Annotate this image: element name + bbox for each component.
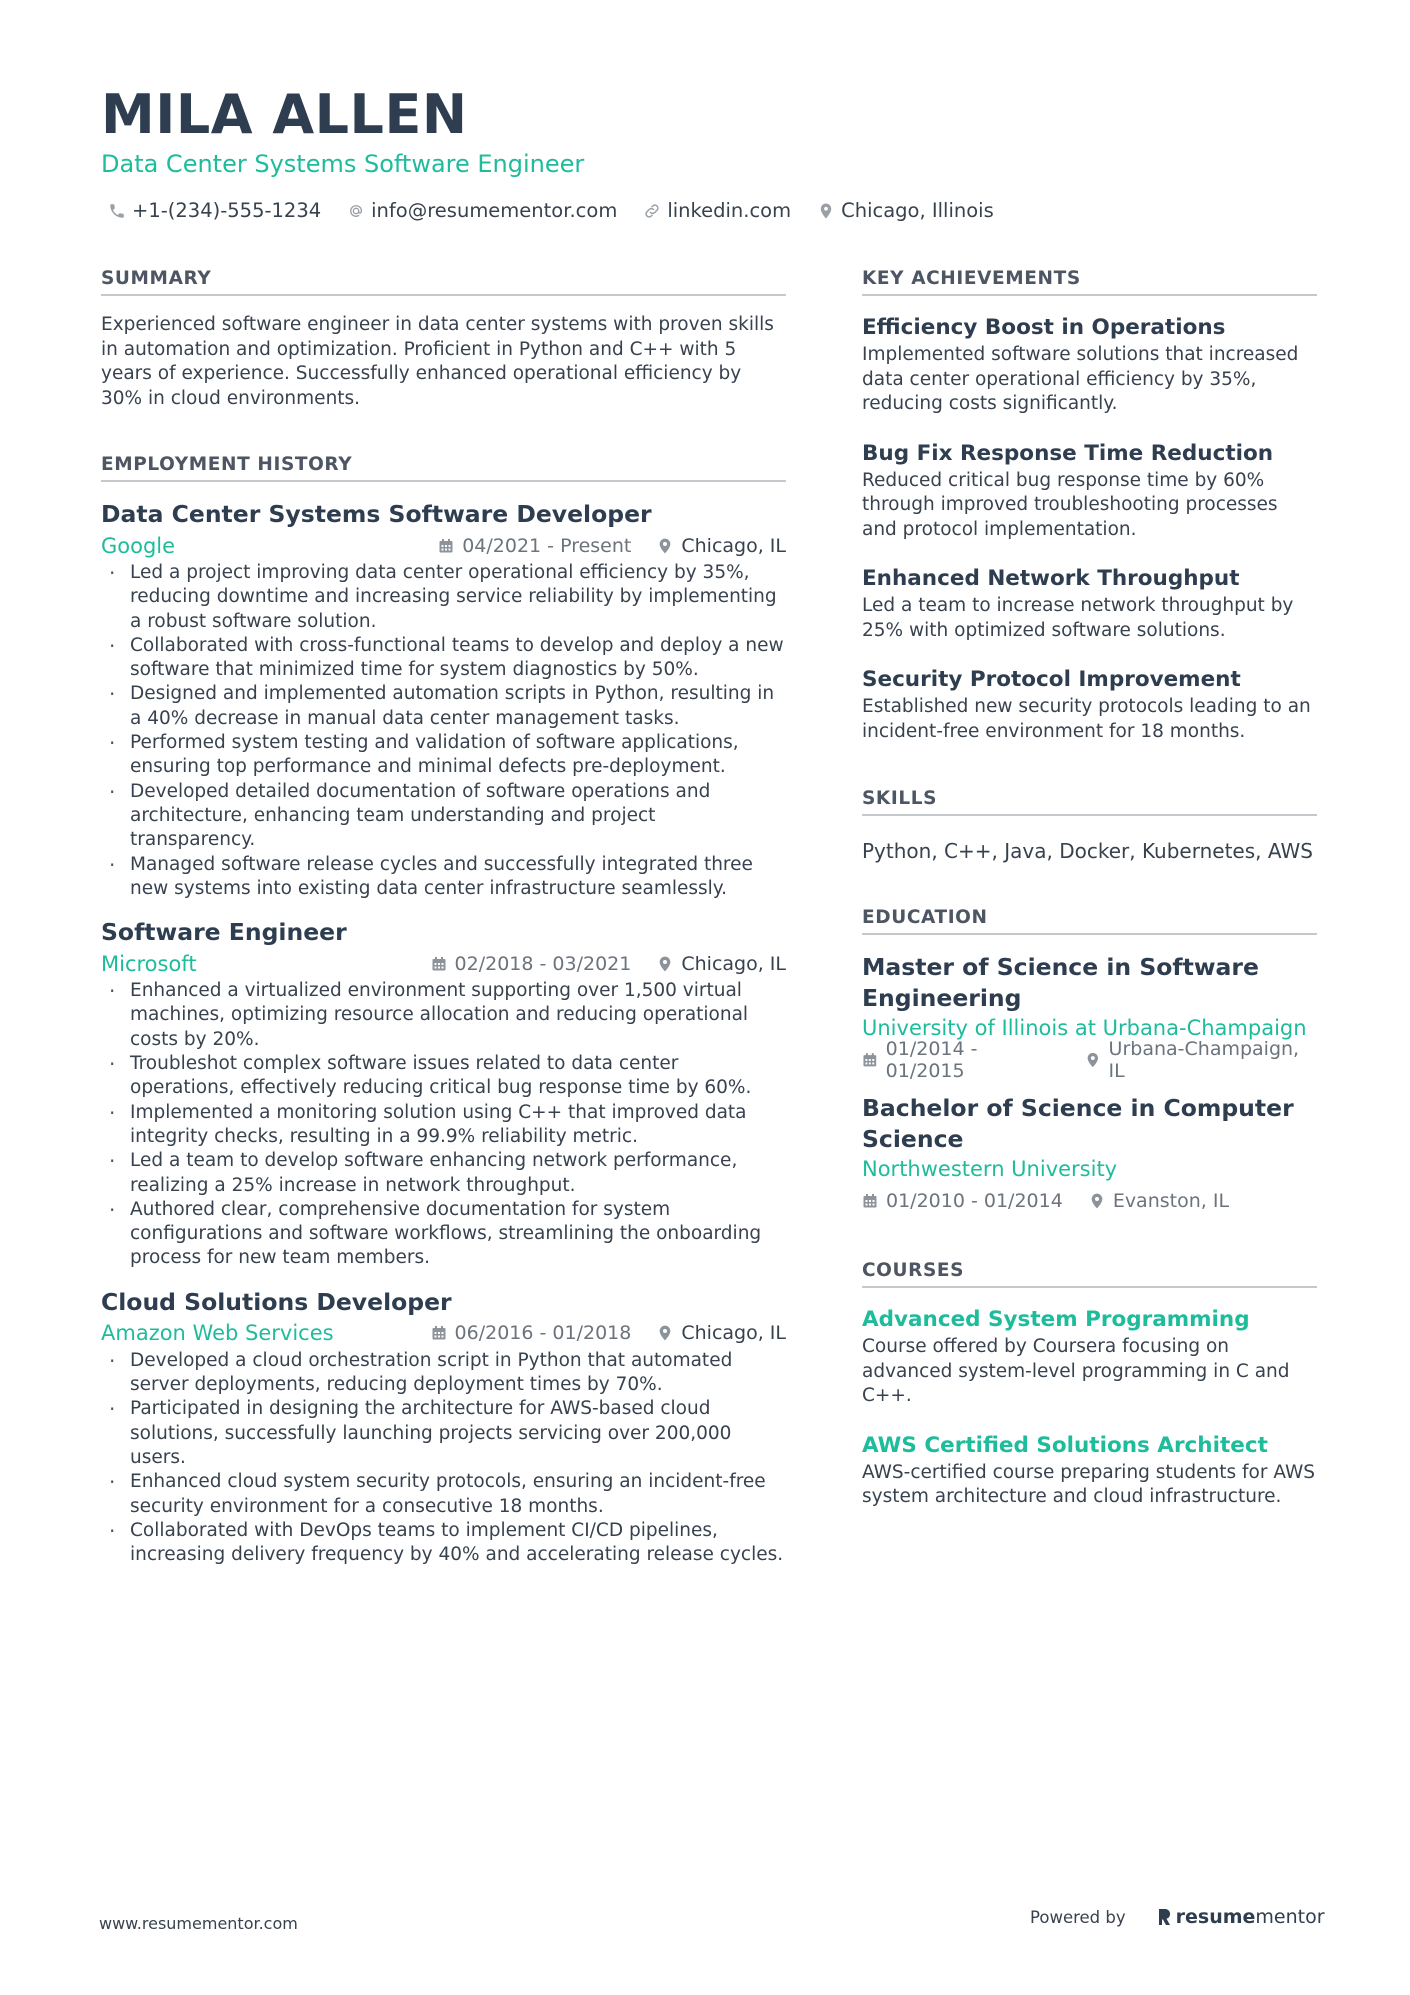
courses-section	[862, 1260, 1317, 1510]
section-title-summary: SUMMARY	[101, 268, 786, 296]
footer-website[interactable]: www.resumementor.com	[99, 1914, 298, 1933]
contact-location	[817, 199, 994, 222]
job-bullet: · Collaborated with cross-functional teams to develop and deploy a new software that minimized time for system diagnostics by 50%.	[101, 634, 786, 683]
job-bullet: · Developed a cloud orchestration script in Python that automated server deployments, reducing deployment times by 70%.	[101, 1349, 786, 1398]
achievement-title: Enhanced Network Throughput	[862, 566, 1240, 591]
education-meta	[862, 1185, 1317, 1216]
education-item	[862, 1093, 1317, 1216]
job-bullet: · Managed software release cycles and successfully integrated three new systems into existing data center infrastructure seamlessly.	[101, 853, 786, 902]
brand-part2: mentor	[1255, 1906, 1325, 1928]
education-location	[1089, 1190, 1229, 1212]
contact-email[interactable]	[347, 199, 617, 222]
job-location	[657, 1322, 786, 1344]
job-bullet: · Collaborated with DevOps teams to implement CI/CD pipelines, increasing delivery frequency by 40% and accelerating release cycles.	[101, 1519, 786, 1568]
powered-by-text: Powered by	[1030, 1907, 1126, 1927]
company-name: Amazon Web Services	[101, 1321, 334, 1346]
phone-text: +1-(234)-555-1234	[132, 199, 322, 222]
achievement-text: Led a team to increase network throughput by 25% with optimized software solutions.	[862, 595, 1294, 641]
section-title-achievements: KEY ACHIEVEMENTS	[862, 268, 1317, 296]
course-item	[862, 1431, 1317, 1510]
brand-part1: resume	[1175, 1906, 1256, 1928]
location-pin-icon	[657, 1325, 673, 1341]
location-pin-icon	[817, 202, 835, 220]
job-entry	[101, 499, 786, 901]
job-meta-right	[431, 953, 786, 975]
education-location-text: Urbana-Champaign, IL	[1108, 1037, 1300, 1082]
achievement-item	[862, 313, 1317, 417]
achievements-section	[862, 268, 1317, 744]
course-text: AWS-certified course preparing students for AWS system architecture and cloud infrastructure.	[862, 1461, 1316, 1507]
achievement-title: Security Protocol Improvement	[862, 667, 1241, 692]
phone-icon	[108, 202, 126, 220]
location-pin-icon	[657, 538, 673, 554]
candidate-role: Data Center Systems Software Engineer	[101, 150, 585, 178]
contact-linkedin[interactable]	[643, 199, 791, 222]
section-title-courses: COURSES	[862, 1260, 1317, 1288]
course-title: Advanced System Programming	[862, 1307, 1250, 1332]
job-bullet: · Troubleshot complex software issues related to data center operations, effectively reducing critical bug response time by 60%.	[101, 1052, 786, 1101]
left-column	[101, 268, 786, 1567]
job-dates	[438, 535, 631, 557]
employment-section	[101, 454, 786, 1567]
company-name: Google	[101, 533, 176, 558]
achievement-title: Bug Fix Response Time Reduction	[862, 440, 1274, 466]
job-location	[657, 953, 786, 975]
education-location	[1085, 1038, 1317, 1082]
job-bullet: · Enhanced a virtualized environment supporting over 1,500 virtual machines, optimizing resource allocation and reducing operational costs by 20%.	[101, 979, 786, 1052]
education-degree: Bachelor of Science in Computer Science	[862, 1094, 1294, 1153]
education-dates	[862, 1038, 1059, 1082]
section-title-employment: EMPLOYMENT HISTORY	[101, 454, 786, 482]
job-bullet: · Led a team to develop software enhancing network performance, realizing a 25% increase in network throughput.	[101, 1149, 786, 1198]
job-bullet: · Developed detailed documentation of software operations and architecture, enhancing team understanding and project transparency.	[101, 780, 786, 853]
job-meta	[101, 948, 786, 979]
job-meta-right	[431, 1322, 786, 1344]
achievement-text: Established new security protocols leading to an incident-free environment for 18 months.	[862, 696, 1311, 742]
summary-text: Experienced software engineer in data center systems with proven skills in automation and optimization. Proficient in Python and C++ with 5 years of experience. Successfully enhanced operational efficiency by 30% in cloud environments.	[101, 314, 774, 409]
job-location-text: Chicago, IL	[681, 1322, 786, 1345]
job-meta	[101, 1318, 786, 1349]
job-dates-text: 04/2021 - Present	[462, 534, 632, 557]
skills-section	[862, 788, 1317, 864]
location-pin-icon	[657, 956, 673, 972]
job-bullets	[101, 979, 786, 1271]
skills-text: Python, C++, Java, Docker, Kubernetes, AWS	[862, 839, 1313, 863]
education-dates-text: 01/2010 - 01/2014	[886, 1189, 1063, 1212]
job-title: Software Engineer	[101, 918, 347, 947]
job-entry	[101, 1287, 786, 1568]
job-dates-text: 06/2016 - 01/2018	[454, 1322, 632, 1345]
at-icon	[347, 202, 365, 220]
achievement-item	[862, 665, 1317, 744]
contact-bar	[108, 199, 1020, 222]
education-dates	[862, 1190, 1063, 1212]
calendar-icon	[862, 1052, 878, 1068]
job-title: Data Center Systems Software Developer	[101, 500, 652, 528]
calendar-icon	[438, 538, 454, 554]
location-pin-icon	[1085, 1052, 1101, 1068]
job-bullets	[101, 561, 786, 901]
job-title: Cloud Solutions Developer	[101, 1287, 452, 1316]
education-school: University of Illinois at Urbana-Champaign	[862, 1016, 1307, 1040]
job-location-text: Chicago, IL	[681, 534, 786, 557]
job-entry	[101, 917, 786, 1271]
job-location	[657, 535, 786, 557]
job-dates	[431, 1322, 632, 1344]
right-column	[862, 268, 1317, 1510]
section-title-education: EDUCATION	[862, 907, 1317, 935]
education-meta	[862, 1037, 1317, 1082]
location-pin-icon	[1089, 1193, 1105, 1209]
job-bullet: · Enhanced cloud system security protocols, ensuring an incident-free security environment for a consecutive 18 months.	[101, 1470, 786, 1519]
course-title: AWS Certified Solutions Architect	[862, 1432, 1268, 1458]
company-name: Microsoft	[101, 951, 197, 976]
email-text: info@resumementor.com	[371, 199, 618, 222]
section-title-skills: SKILLS	[862, 788, 1317, 816]
candidate-name: MILA ALLEN	[101, 83, 468, 146]
contact-phone	[108, 199, 321, 222]
job-bullet: · Designed and implemented automation scripts in Python, resulting in a 40% decrease in manual data center management tasks.	[101, 682, 786, 731]
achievement-item	[862, 564, 1317, 643]
job-bullets	[101, 1349, 786, 1568]
job-bullet: · Implemented a monitoring solution using C++ that improved data integrity checks, resulting in a 99.9% reliability metric.	[101, 1101, 786, 1150]
job-bullet: · Participated in designing the architecture for AWS-based cloud solutions, successfully launching projects servicing over 200,000 users.	[101, 1397, 786, 1470]
achievement-item	[862, 439, 1317, 543]
achievement-text: Reduced critical bug response time by 60% through improved troubleshooting processes and protocol implementation.	[862, 469, 1278, 540]
calendar-icon	[431, 956, 447, 972]
job-bullet: · Authored clear, comprehensive documentation for system configurations and software workflows, streamlining the onboarding process for new team members.	[101, 1198, 786, 1271]
course-text: Course offered by Coursera focusing on advanced system-level programming in C and C++.	[862, 1336, 1290, 1406]
education-dates-text: 01/2014 - 01/2015	[885, 1037, 978, 1082]
summary-section	[101, 268, 786, 411]
education-degree: Master of Science in Software Engineering	[862, 953, 1259, 1012]
job-dates-text: 02/2018 - 03/2021	[454, 952, 632, 975]
job-location-text: Chicago, IL	[681, 952, 786, 975]
link-icon	[643, 202, 661, 220]
education-location-text: Evanston, IL	[1112, 1189, 1230, 1212]
course-item	[862, 1305, 1317, 1409]
job-bullet: · Performed system testing and validation of software applications, ensuring top performance and minimal defects pre-deployment.	[101, 731, 786, 780]
achievement-text: Implemented software solutions that increased data center operational efficiency by 35%, reducing costs significantly.	[862, 344, 1299, 414]
achievement-title: Efficiency Boost in Operations	[862, 315, 1226, 340]
job-meta	[101, 530, 786, 561]
calendar-icon	[862, 1193, 878, 1209]
job-bullet: · Led a project improving data center operational efficiency by 35%, reducing downtime and increasing service reliability by implementing a robust software solution.	[101, 561, 786, 634]
brand-logo[interactable]	[1156, 1906, 1325, 1928]
education-item	[862, 952, 1317, 1082]
job-meta-right	[438, 535, 786, 557]
education-section	[862, 907, 1317, 1216]
resumementor-logo-icon	[1156, 1907, 1172, 1927]
calendar-icon	[431, 1325, 447, 1341]
education-school: Northwestern University	[862, 1157, 1118, 1181]
linkedin-text: linkedin.com	[667, 199, 792, 222]
location-text: Chicago, Illinois	[841, 199, 994, 222]
job-dates	[431, 953, 632, 975]
footer-powered	[1030, 1906, 1325, 1928]
